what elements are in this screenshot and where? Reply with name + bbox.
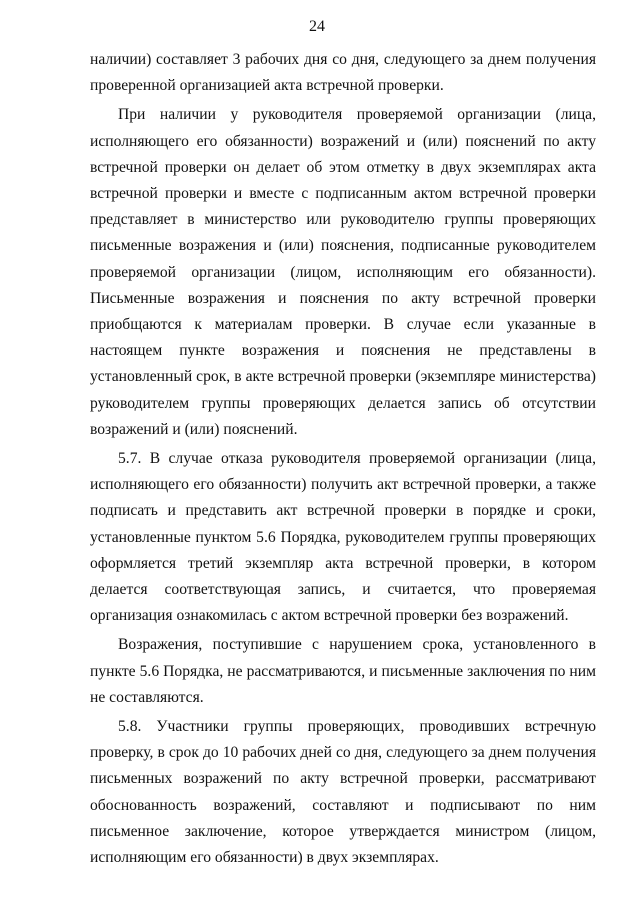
paragraph-5-8: 5.8. Участники группы проверяющих, проводивших встречную проверку, в срок до 10 рабочих дней со дня, следующего за днем получения письменных возражений по акту встречной проверки, рассматривают обоснованность возражений, составляют и подписывают по ним письменное заключение, которое утверждается министром (лицом, исполняющим его обязанности) в двух экземплярах.: [90, 718, 596, 867]
paragraph-5-7: 5.7. В случае отказа руководителя проверяемой организации (лица, исполняющего его обязанности) получить акт встречной проверки, а также подписать и представить акт встречной проверки в порядке и сроки, установленные пунктом 5.6 Порядка, руководителем группы проверяющих оформляется третий экземпляр акта встречной проверки, в котором делается соответствующая запись, и считается, что проверяемая организация ознакомилась с актом встречной проверки без возражений.: [90, 450, 596, 625]
document-body: [90, 47, 596, 874]
paragraph-objections: При наличии у руководителя проверяемой организации (лица, исполняющего его обязанности) возражений и (или) пояснений по акту встречной проверки он делает об этом отметку в двух экземплярах акта встречной проверки и вместе с подписанным актом встречной проверки представляет в министерство или руководителю группы проверяющих письменные возражения и (или) пояснения, подписанные руководителем проверяемой организации (лицом, исполняющим его обязанности). Письменные возражения и пояснения по акту встречной проверки приобщаются к материалам проверки. В случае если указанные в настоящем пункте возражения и пояснения не представлены в установленный срок, в акте встречной проверки (экземпляре министерства) руководителем группы проверяющих делается запись об отсутствии возражений и (или) пояснений.: [90, 106, 596, 438]
page-number: 24: [309, 18, 325, 35]
paragraph-continuation: наличии) составляет 3 рабочих дня со дня, следующего за днем получения проверенной организацией акта встречной проверки.: [90, 51, 596, 95]
paragraph-late-objections: Возражения, поступившие с нарушением срока, установленного в пункте 5.6 Порядка, не рассматриваются, и письменные заключения по ним не составляются.: [90, 636, 596, 706]
